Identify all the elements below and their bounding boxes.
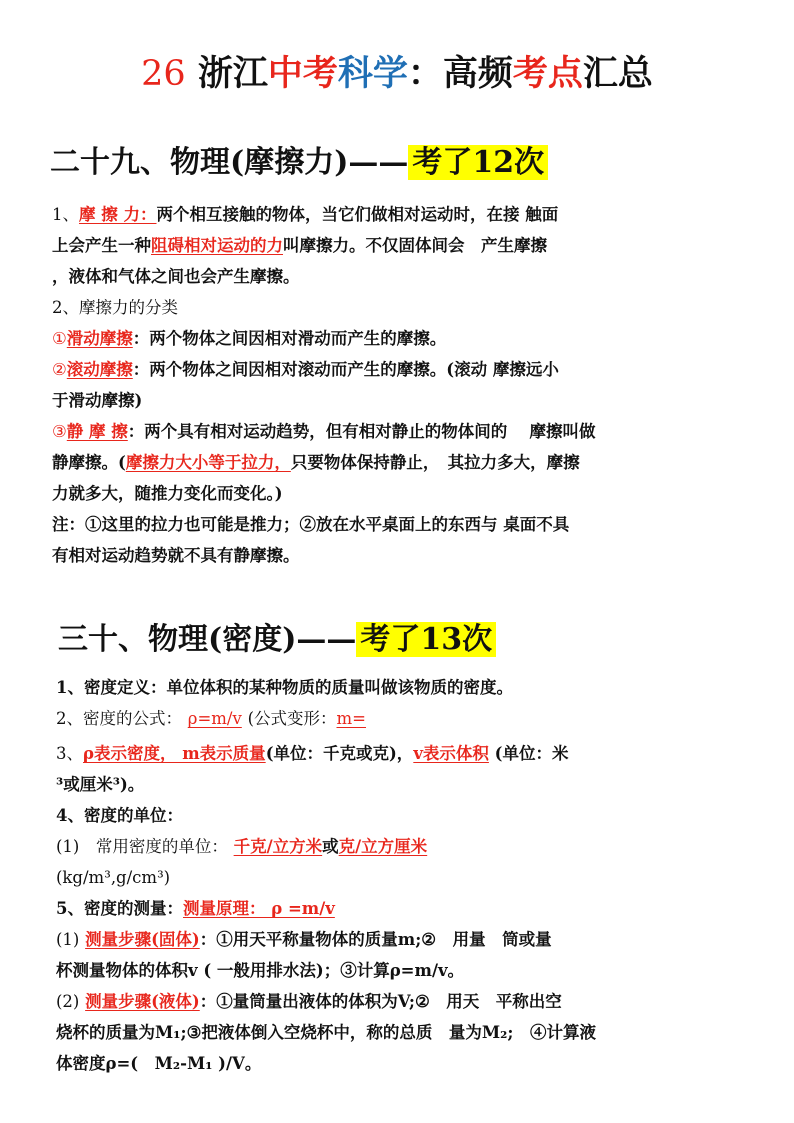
title-part-6: 汇总 [582, 53, 653, 94]
s29-line-8 [52, 416, 742, 447]
s30-principle: 测量原理： ρ =m/v [182, 899, 335, 918]
s30-line-4: ³或厘米³)。 [56, 775, 145, 794]
s29-line-5 [52, 323, 742, 354]
s30-line-10: 杯测量物体的体积v ( 一般用排水法)；③计算ρ=m/v。 [56, 961, 465, 980]
s30-l6-or: 或 [322, 837, 339, 856]
s30-l3-text-b: (单位：米 [494, 744, 569, 763]
s30-formula: ρ=m/v [187, 709, 242, 728]
s30-l2-text-a: 2、密度的公式： [56, 709, 182, 728]
s30-unit-2: 克/立方厘米 [338, 837, 428, 856]
s30-line-6 [56, 831, 746, 862]
s29-rolling-term: 滚动摩擦 [66, 360, 133, 379]
s30-line-3 [56, 738, 746, 769]
s30-l9-text: ：①用天平称量物体的质量m;② 用量 筒或量 [199, 930, 552, 949]
s30-line-5: 4、密度的单位： [56, 806, 183, 825]
s30-line-7: (kg/m³,g/cm³) [56, 868, 171, 887]
s29-l8-num: ③ [52, 422, 67, 441]
s29-l1-text: 两个相互接触的物体，当它们做相对运动时，在接 触面 [156, 205, 559, 224]
s30-line-1: 1、密度定义：单位体积的某种物质的质量叫做该物质的密度。 [56, 678, 513, 697]
title-part-2: 中考 [267, 53, 338, 94]
title-part-5: 考点 [512, 53, 583, 94]
s29-line-2 [52, 230, 742, 261]
s29-static-term: 静 摩 擦 [66, 422, 128, 441]
s29-sliding-term: 滑动摩擦 [66, 329, 133, 348]
s29-line-4: 2、摩擦力的分类 [52, 298, 178, 317]
s29-line-3: ，液体和气体之间也会产生摩擦。 [52, 267, 300, 286]
s29-l5-text: ：两个物体之间因相对滑动而产生的摩擦。 [132, 329, 447, 348]
s29-line-9 [52, 447, 742, 478]
s29-l1-num: 1、 [52, 205, 79, 224]
section-29-count: 考了12次 [408, 145, 548, 180]
s30-l6-text-a: (1) 常用密度的单位： [56, 837, 228, 856]
s29-l6-text: ：两个物体之间因相对滚动而产生的摩擦。(滚动 摩擦远小 [132, 360, 559, 379]
s29-l9-key: 摩擦力大小等于拉力， [125, 453, 291, 472]
s30-liquid-steps: 测量步骤(液体) [85, 992, 200, 1011]
s29-line-10: 力就多大，随推力变化而变化。) [52, 484, 283, 503]
title-part-3: 科学 [337, 53, 408, 94]
title-year: 26 [141, 54, 186, 94]
section-29-body [52, 199, 742, 571]
s30-unit-1: 千克/立方米 [233, 837, 323, 856]
s30-l11-text: ：①量筒量出液体的体积为V;② 用天 平称出空 [199, 992, 562, 1011]
s29-l8-text: ：两个具有相对运动趋势，但有相对静止的物体间的 摩擦叫做 [127, 422, 596, 441]
title-part-1: 浙江 [197, 53, 268, 94]
s29-line-1 [52, 199, 742, 230]
s30-line-2 [56, 703, 746, 734]
s30-l2-text-b: (公式变形： [247, 709, 337, 728]
s30-l8-text: 5、密度的测量： [56, 899, 183, 918]
s30-formula-variant: m= [336, 709, 366, 728]
s29-l2-text-a: 上会产生一种 [52, 236, 151, 255]
section-30-heading [58, 620, 496, 660]
s29-line-11: 注：①这里的拉力也可能是推力；②放在水平桌面上的东西与 桌面不具 [52, 515, 570, 534]
s29-line-12: 有相对运动趋势就不具有静摩擦。 [52, 546, 300, 565]
s29-friction-term: 摩 擦 力： [79, 205, 157, 224]
s30-line-13: 体密度ρ=( M₂-M₁ )/V。 [56, 1054, 262, 1073]
title-part-4: ：高频 [407, 53, 513, 94]
s30-l11-num: (2) [56, 992, 80, 1011]
s29-line-7: 于滑动摩擦) [52, 391, 143, 410]
s29-l9-text-a: 静摩擦。( [52, 453, 126, 472]
page-title [0, 52, 794, 96]
s29-l2-text-b: 叫摩擦力。不仅固体间会 产生摩擦 [283, 236, 547, 255]
s29-l5-num: ① [52, 329, 67, 348]
s29-l2-key: 阻碍相对运动的力 [151, 236, 283, 255]
section-30-body [56, 672, 746, 1079]
s30-l3-key-a: ρ表示密度， m表示质量 [83, 744, 266, 763]
section-29-heading [50, 143, 548, 183]
s30-l9-num: (1) [56, 930, 80, 949]
s30-line-9 [56, 924, 746, 955]
section-30-title: 三十、物理(密度)—— [58, 622, 357, 657]
s30-l3-key-b: v表示体积 [413, 744, 489, 763]
s30-l3-text-a: (单位：千克或克)， [265, 744, 414, 763]
section-29-title: 二十九、物理(摩擦力)—— [50, 145, 409, 180]
s30-l3-num: 3、 [56, 744, 83, 763]
s30-line-12: 烧杯的质量为M₁;③把液体倒入空烧杯中，称的总质 量为M₂; ④计算液 [56, 1023, 596, 1042]
s30-line-8 [56, 893, 746, 924]
section-30-count: 考了13次 [356, 622, 496, 657]
s29-l6-num: ② [52, 360, 67, 379]
s30-line-11 [56, 986, 746, 1017]
s30-solid-steps: 测量步骤(固体) [85, 930, 200, 949]
s29-line-6 [52, 354, 742, 385]
s29-l9-text-b: 只要物体保持静止， 其拉力多大，摩擦 [290, 453, 580, 472]
